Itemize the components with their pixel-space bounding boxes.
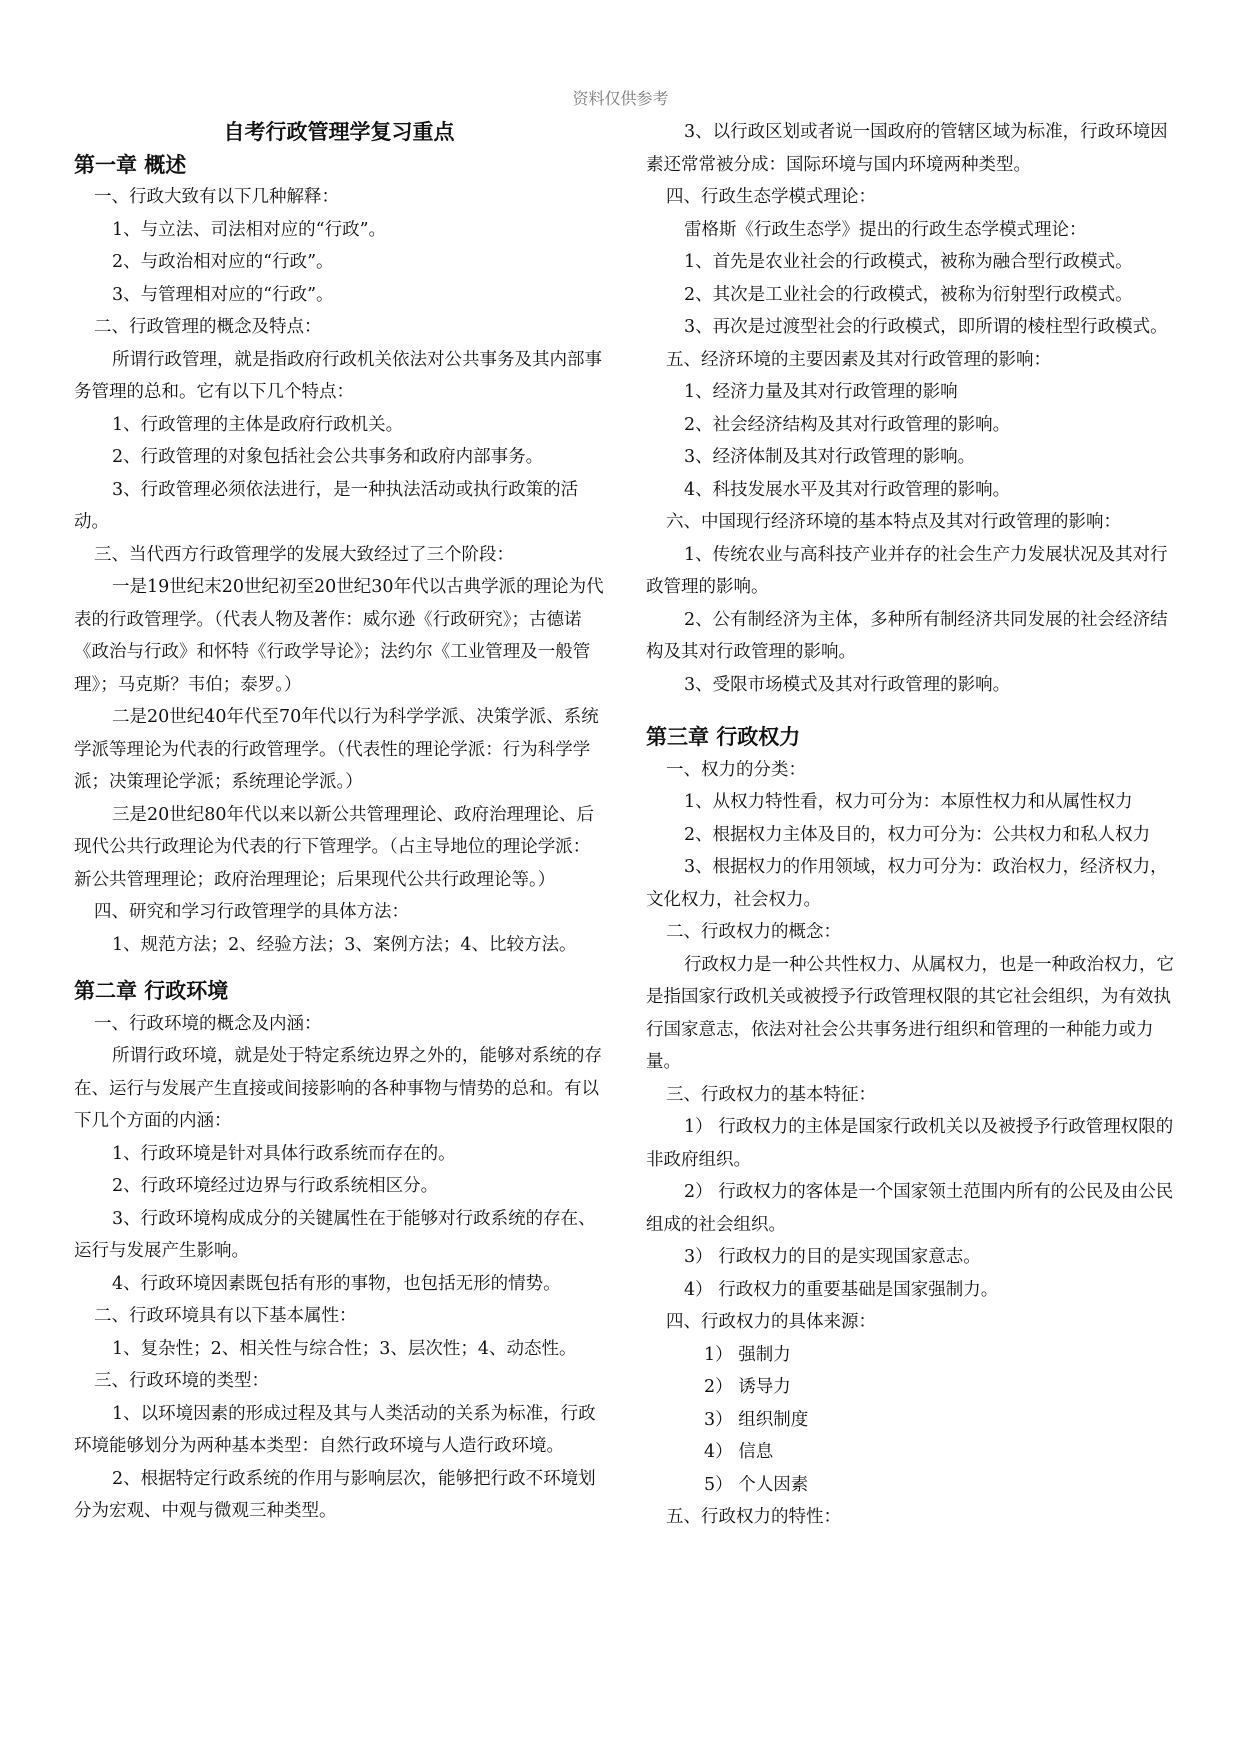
list-item: 5） 个人因素 [704, 1474, 809, 1495]
list-item: 1、从权力特性看，权力可分为：本原性权力和从属性权力 [684, 792, 1133, 812]
page-header: 资料仅供参考 [572, 89, 669, 108]
list-item: 3、行政管理必须依法进行，是一种执法活动或执行政策的活动。 [74, 479, 579, 532]
list-item: 3、根据权力的作用领域，权力可分为：政治权力，经济权力，文化权力，社会权力。 [646, 857, 1168, 910]
paragraph: 所谓行政环境，就是处于特定系统边界之外的，能够对系统的存在、运行与发展产生直接或间接影响的各种事物与情势的总和。有以下几个方面的内涵： [74, 1046, 602, 1131]
section-heading: 二、行政环境具有以下基本属性： [94, 1306, 357, 1326]
list-item: 2、公有制经济为主体，多种所有制经济共同发展的社会经济结构及其对行政管理的影响。 [646, 609, 1168, 662]
list-item: 4） 行政权力的重要基础是国家强制力。 [684, 1279, 999, 1300]
paragraph: 1、复杂性；2、相关性与综合性；3、层次性；4、动态性。 [112, 1338, 577, 1359]
section-heading: 一、行政大致有以下几种解释： [94, 187, 339, 207]
section-heading: 四、行政生态学模式理论： [666, 187, 876, 207]
section-heading: 三、行政权力的基本特征： [666, 1084, 876, 1105]
list-item: 2） 诱导力 [704, 1377, 791, 1397]
chapter-1-title: 第一章 概述 [74, 151, 187, 177]
section-heading: 五、行政权力的特性： [666, 1507, 841, 1527]
paragraph: 二是20世纪40年代至70年代以行为科学学派、决策学派、系统学派等理论为代表的行政管理学。（代表性的理论学派：行为科学学派；决策理论学派；系统理论学派。） [74, 707, 599, 792]
paragraph: 行政权力是一种公共性权力、从属权力，也是一种政治权力，它是指国家行政机关或被授予行政管理权限的其它社会组织，为有效执行国家意志，依法对社会公共事务进行组织和管理的一种能力或力量。 [646, 954, 1174, 1072]
right-column [646, 116, 1174, 1534]
list-item: 4、行政环境因素既包括有形的事物，也包括无形的情势。 [112, 1273, 561, 1294]
document-title: 自考行政管理学复习重点 [223, 119, 455, 144]
list-item: 3、再次是过渡型社会的行政模式，即所谓的棱柱型行政模式。 [684, 317, 1168, 337]
list-item: 1、行政管理的主体是政府行政机关。 [112, 414, 404, 435]
list-item: 1、以环境因素的形成过程及其与人类活动的关系为标准，行政环境能够划分为两种基本类型：自然行政环境与人造行政环境。 [74, 1403, 596, 1456]
section-heading: 二、行政管理的概念及特点： [94, 317, 322, 337]
list-item: 1、首先是农业社会的行政模式，被称为融合型行政模式。 [684, 252, 1133, 272]
paragraph: 雷格斯《行政生态学》提出的行政生态学模式理论： [684, 219, 1087, 240]
section-heading: 二、行政权力的概念： [666, 922, 841, 942]
list-item: 4） 信息 [704, 1442, 774, 1462]
list-item: 1、经济力量及其对行政管理的影响 [684, 382, 958, 402]
list-item: 3、与管理相对应的“行政”。 [112, 284, 334, 305]
list-item: 2） 行政权力的客体是一个国家领土范围内所有的公民及由公民组成的社会组织。 [646, 1182, 1174, 1235]
section-heading: 四、研究和学习行政管理学的具体方法： [94, 902, 409, 922]
list-item: 1、行政环境是针对具体行政系统而存在的。 [112, 1143, 456, 1164]
list-item: 2、行政管理的对象包括社会公共事务和政府内部事务。 [112, 447, 544, 467]
list-item: 2、根据权力主体及目的，权力可分为：公共权力和私人权力 [684, 824, 1151, 845]
paragraph: 所谓行政管理，就是指政府行政机关依法对公共事务及其内部事务管理的总和。它有以下几个特点： [74, 349, 602, 402]
paragraph: 1、规范方法；2、经验方法；3、案例方法；4、比较方法。 [112, 934, 577, 955]
list-item: 4、科技发展水平及其对行政管理的影响。 [684, 479, 1011, 500]
paragraph: 一是19世纪末20世纪初至20世纪30年代以古典学派的理论为代表的行政管理学。（代表人物及著作：威尔逊《行政研究》；古德诺《政治与行政》和怀特《行政学导论》；法约尔《工业管理及一般管理》；马克斯？韦伯；泰罗。） [74, 577, 604, 695]
list-item: 3、行政环境构成成分的关键属性在于能够对行政系统的存在、运行与发展产生影响。 [74, 1208, 596, 1261]
section-heading: 四、行政权力的具体来源： [666, 1312, 876, 1332]
chapter-3-title: 第三章 行政权力 [646, 724, 801, 749]
list-item: 2、其次是工业社会的行政模式，被称为衍射型行政模式。 [684, 284, 1133, 305]
section-heading: 五、经济环境的主要因素及其对行政管理的影响： [666, 349, 1051, 370]
list-item: 2、根据特定行政系统的作用与影响层次，能够把行政不环境划分为宏观、中观与微观三种类型。 [74, 1468, 596, 1521]
section-heading: 三、行政环境的类型： [94, 1371, 269, 1391]
list-item: 3） 行政权力的目的是实现国家意志。 [684, 1247, 981, 1267]
list-item: 2、社会经济结构及其对行政管理的影响。 [684, 414, 1011, 435]
list-item: 3、经济体制及其对行政管理的影响。 [684, 447, 976, 467]
list-item: 1、传统农业与高科技产业并存的社会生产力发展状况及其对行政管理的影响。 [646, 544, 1168, 597]
left-column [74, 116, 604, 1528]
chapter-2-title: 第二章 行政环境 [74, 978, 229, 1003]
list-item: 2、与政治相对应的“行政”。 [112, 252, 334, 272]
list-item: 1） 强制力 [704, 1344, 791, 1365]
list-item: 1） 行政权力的主体是国家行政机关以及被授予行政管理权限的非政府组织。 [646, 1117, 1174, 1170]
paragraph: 三是20世纪80年代以来以新公共管理理论、政府治理理论、后现代公共行政理论为代表的行下管理学。（占主导地位的理论学派：新公共管理理论；政府治理理论；后果现代公共行政理论等。） [74, 804, 595, 890]
list-item: 1、与立法、司法相对应的“行政”。 [112, 219, 387, 240]
list-item: 3、以行政区划或者说一国政府的管辖区域为标准，行政环境因素还常常被分成：国际环境与国内环境两种类型。 [646, 122, 1168, 175]
section-heading: 一、行政环境的概念及内涵： [94, 1013, 322, 1034]
section-heading: 六、中国现行经济环境的基本特点及其对行政管理的影响： [666, 512, 1121, 532]
list-item: 3、受限市场模式及其对行政管理的影响。 [684, 674, 1011, 695]
list-item: 2、行政环境经过边界与行政系统相区分。 [112, 1176, 439, 1196]
section-heading: 一、权力的分类： [666, 759, 806, 780]
list-item: 3） 组织制度 [704, 1409, 809, 1430]
section-heading: 三、当代西方行政管理学的发展大致经过了三个阶段： [94, 544, 514, 565]
